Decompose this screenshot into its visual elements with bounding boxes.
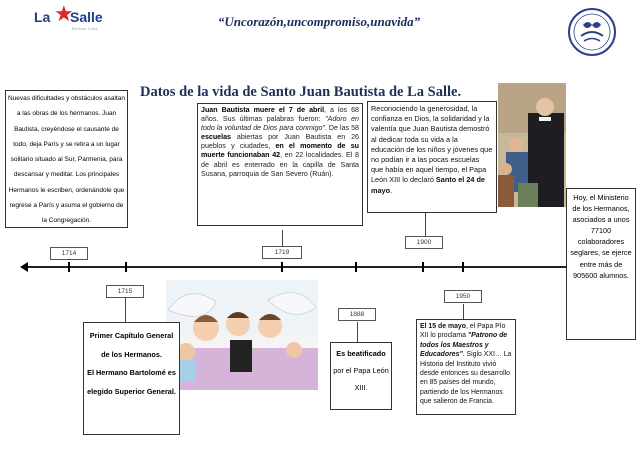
chapter-text: Primer Capítulo General de los Hermanos. xyxy=(89,331,174,359)
motto: “Uncorazón,uncompromiso,unavida” xyxy=(217,14,421,29)
logo-salle: Salle xyxy=(70,9,103,25)
connector-1888 xyxy=(357,322,358,342)
death-text-2: . De las 58 xyxy=(324,124,359,133)
tick-1950 xyxy=(462,262,464,272)
beatified-text: Es beatificado xyxy=(336,349,386,358)
event-note-1900 xyxy=(367,101,497,213)
canon-text: Reconociendo la generosidad, la confianza en Dios, la solidaridad y la valentía que Juan Bautista demostró al dedicar toda su vida a la educación de los niños y jóvenes que no podían ir a las pocas escuelas que había en aquel tiempo, el Papa León XIII lo declaró xyxy=(371,104,493,185)
tick-1900 xyxy=(422,262,424,272)
tick-1714 xyxy=(68,262,70,272)
superior-text xyxy=(87,364,176,401)
death-text-3: abiertas por Juan Bautista en 26 pueblos y ciudades, xyxy=(201,133,359,151)
year-1900: 1900 xyxy=(405,236,443,249)
timeline-axis xyxy=(20,262,618,272)
tick-1715 xyxy=(125,262,127,272)
schools-count: en el momento de su muerte funcionaban 42 xyxy=(201,142,359,160)
schools-word: escuelas xyxy=(201,133,231,142)
patron-text-2: . Siglo XXI… La Historia del Instituto vivió desde entonces su desarrollo en 85 países del mundo, partiendo de los Hermanos que salieron de Francia. xyxy=(420,351,512,406)
death-text-1: , a los 68 años. Sus últimas palabras fueron: xyxy=(201,106,359,124)
year-1719: 1719 xyxy=(262,246,302,259)
canon-date: Santo el 24 de mayo xyxy=(371,175,485,195)
event-note-1715 xyxy=(83,322,180,435)
death-date: Juan Bautista muere el 7 de abril xyxy=(201,106,325,114)
star-icon: ★ xyxy=(54,1,74,26)
logo-tagline: Bolívar Lima xyxy=(72,26,98,31)
year-1950: 1950 xyxy=(444,290,482,303)
patron-date: El 15 de mayo xyxy=(420,323,466,330)
page-title: Datos de la vida de Santo Juan Bautista de La Salle. xyxy=(140,84,462,100)
year-1714: 1714 xyxy=(50,247,88,260)
beatified-by: por el Papa León XIII. xyxy=(333,365,389,392)
last-words: "Adoro en todo la voluntad de Dios para conmigo" xyxy=(201,115,359,133)
present-day-note: Hoy, el Ministerio de los Hermanos, asociados a unos 77100 colaboradores seglares, se ejerce entre más de 905600 alumnos. xyxy=(566,188,636,340)
canon-end: . xyxy=(390,185,393,195)
superior-line: El Hermano Bartolomé es elegido Superior General. xyxy=(87,368,176,396)
patron-title: "Patrono de todos los Maestros y Educadores" xyxy=(420,332,508,359)
event-note-1888 xyxy=(330,342,392,410)
event-note-1714: Nuevas dificultades y obstáculos asaltan a las obras de los hermanos. Juan Bautista, creyéndose el causante de todo, deja París y se retira a un lugar solitario situado al Sur, Parmenia, para descansar y meditar. Los principales Hermanos le escriben, ordenándole que regrese a París y asuma el gobierno de la Congregación. xyxy=(5,90,128,228)
death-text-4: , en 22 localidades. El 8 de abril es enterrado en la capilla de Santa Susana, parroquia de San Severo (Ruán). xyxy=(201,151,359,178)
year-1888: 1888 xyxy=(338,308,376,321)
logo-la: La xyxy=(34,9,51,25)
connector-1950 xyxy=(463,304,464,319)
tick-1719 xyxy=(281,262,283,272)
connector-1900 xyxy=(425,213,426,236)
connector-1715 xyxy=(125,294,126,322)
event-note-1950 xyxy=(416,319,516,415)
event-note-1719 xyxy=(197,103,363,226)
year-1715: 1715 xyxy=(106,285,144,298)
patron-text-1: , el Papa Pío XII lo proclama xyxy=(420,323,506,340)
connector-1719 xyxy=(282,230,283,246)
tick-1888 xyxy=(355,262,357,272)
